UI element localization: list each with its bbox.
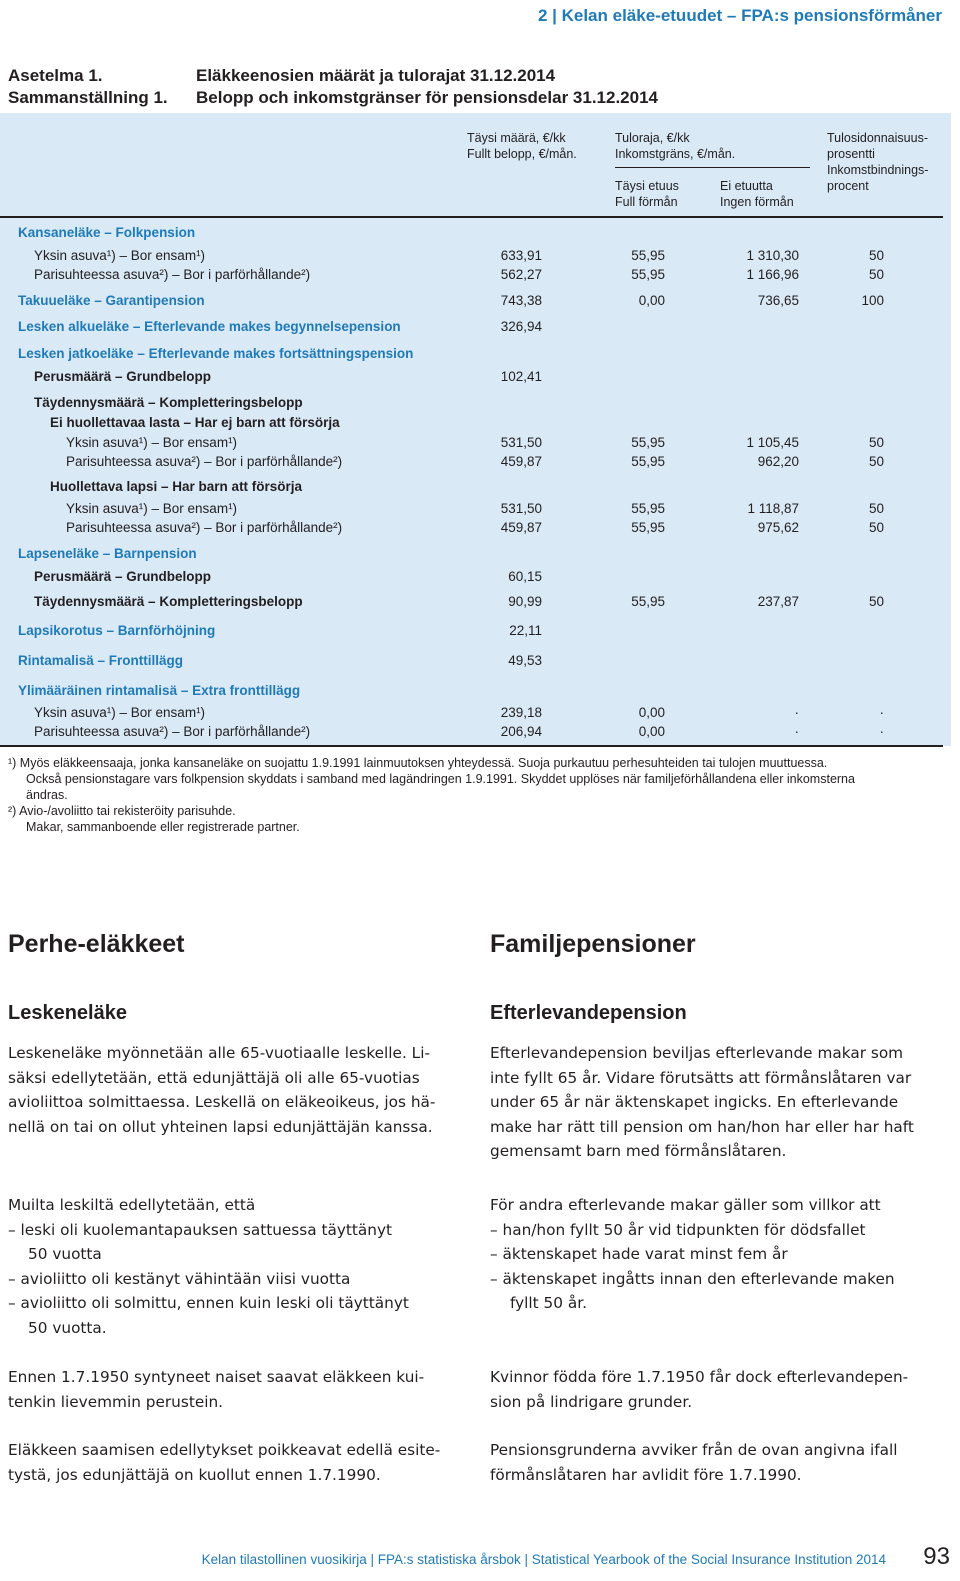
row-label: Täydennysmäärä – Kompletteringsbelopp [34,594,303,609]
cell-percentage: · [879,724,884,739]
cell-no-benefit: 1 166,96 [746,267,799,282]
table-row [0,478,951,496]
cell-full-amount: 562,27 [500,267,542,282]
table-row [0,704,951,722]
cell-percentage: 50 [868,520,884,535]
left-paragraph-3: Ennen 1.7.1950 syntyneet naiset saavat eläkkeen kui- tenkin lievemmin perustein. [8,1368,425,1411]
col-full-benefit: Täysi etuus Full förmån [615,179,679,209]
left-paragraph-4: Eläkkeen saamisen edellytykset poikkeavat edellä esite- tystä, jos edunjättäjä on kuollut ennen 1.7.1990. [8,1441,441,1484]
page-footer: Kelan tilastollinen vuosikirja | FPA:s statistiska årsbok | Statistical Yearbook of the Social Insurance Institution 2014 [201,1552,886,1567]
cell-full-amount: 60,15 [508,569,542,584]
table-row [0,568,951,586]
row-label: Huollettava lapsi – Har barn att försörja [50,479,303,494]
cell-full-benefit: 55,95 [631,594,665,609]
cell-no-benefit: 237,87 [757,594,799,609]
cell-full-amount: 326,94 [500,319,542,334]
table-row [0,345,951,363]
row-label: Ei huollettavaa lasta – Har ej barn att försörja [50,415,340,430]
table-row [0,394,951,412]
cell-full-amount: 459,87 [500,520,542,535]
table-label-fi: Asetelma 1. [8,66,103,85]
row-label: Perusmäärä – Grundbelopp [34,369,212,384]
table-label-sv: Sammanställning 1. [8,88,168,107]
cell-full-benefit: 55,95 [631,520,665,535]
row-label: Parisuhteessa asuva²) – Bor i parförhållande²) [66,454,343,469]
table-row [0,292,951,310]
cell-full-amount: 743,38 [500,293,542,308]
row-label: Parisuhteessa asuva²) – Bor i parförhållande²) [34,267,311,282]
cell-percentage: 50 [868,267,884,282]
cell-full-amount: 49,53 [508,653,542,668]
table-row [0,266,951,284]
row-label: Lesken jatkoeläke – Efterlevande makes fortsättningspension [18,346,414,361]
row-label: Yksin asuva¹) – Bor ensam¹) [34,248,206,263]
cell-percentage: 50 [868,501,884,516]
left-paragraph-1: Leskeneläke myönnetään alle 65-vuotiaalle leskelle. Li- säksi edellytetään, että edunjättäjä oli alle 65-vuotias avioliittoa solmittaessa. Leskellä on eläkeoikeus, jos hä- nellä on tai on ollut yhteinen lapsi edunjättäjän kanssa. [8,1044,436,1136]
left-subheading: Leskeneläke [8,1002,127,1024]
cell-full-amount: 633,91 [500,248,542,263]
table-row [0,434,951,452]
cell-full-amount: 22,11 [509,623,542,638]
table-row [0,500,951,518]
cell-percentage: 50 [868,454,884,469]
table-title-fi: Eläkkeenosien määrät ja tulorajat 31.12.2014 [196,66,556,85]
cell-full-benefit: 55,95 [631,501,665,516]
table-row [0,453,951,471]
right-paragraph-2: För andra efterlevande makar gäller som villkor att – han/hon fyllt 50 år vid tidpunkten för dödsfallet – äktenskapet hade varat minst fem år – äktenskapet ingåtts innan den efterlevande maken fyllt 50 år. [490,1196,895,1312]
row-label: Yksin asuva¹) – Bor ensam¹) [66,501,238,516]
col-percentage: Tulosidonnaisuus- prosentti Inkomstbindnings- procent [827,131,929,193]
right-paragraph-3: Kvinnor födda före 1.7.1950 får dock efterlevandepen- sion på lindrigare grunder. [490,1368,909,1411]
cell-no-benefit: 975,62 [757,520,799,535]
row-label: Kansaneläke – Folkpension [18,225,196,240]
table-row [0,723,951,741]
col-full-amount: Täysi määrä, €/kk Fullt belopp, €/mån. [467,131,577,161]
cell-full-benefit: 55,95 [631,435,665,450]
table-row [0,593,951,611]
footnote-1-sv: Också pensionstagare vars folkpension skyddats i samband med lagändringen 1.9.1991. Skyddet upplöses när familjeförhållandena eller inkomsterna [26,772,855,786]
row-label: Yksin asuva¹) – Bor ensam¹) [66,435,238,450]
cell-full-benefit: 0,00 [638,293,665,308]
table-row [0,318,951,336]
row-label: Parisuhteessa asuva²) – Bor i parförhållande²) [34,724,311,739]
footnote-1: ¹) Myös eläkkeensaaja, jonka kansaneläke on suojattu 1.9.1991 lainmuutoksen yhteydessä. Suoja purkautuu perhesuhteiden tai tulojen muuttuessa. [8,756,828,770]
left-paragraph-2: Muilta leskiltä edellytetään, että – leski oli kuolemantapauksen sattuessa täyttänyt 50 vuotta – avioliitto oli kestänyt vähintään viisi vuotta – avioliitto oli solmittu, ennen kuin leski oli täyttänyt 50 vuotta. [8,1196,409,1337]
cell-percentage: 50 [868,435,884,450]
right-subheading: Efterlevandepension [490,1002,687,1024]
row-label: Lapseneläke – Barnpension [18,546,197,561]
footnote-1-sv-cont: ändras. [26,788,68,802]
row-label: Rintamalisä – Fronttillägg [18,653,184,668]
footnote-2: ²) Avio-/avoliitto tai rekisteröity parisuhde. [8,804,236,818]
right-heading: Familjepensioner [490,930,696,958]
cell-percentage: · [879,705,884,720]
right-paragraph-1: Efterlevandepension beviljas efterlevande makar som inte fyllt 65 år. Vidare förutsätts att förmånslåtaren var under 65 år när äktenskapet ingicks. En efterlevande make har rätt till pension om han/hon har eller har haft gemensamt barn med förmånslåtaren. [490,1044,914,1160]
cell-percentage: 50 [868,248,884,263]
cell-full-benefit: 0,00 [638,705,665,720]
cell-full-amount: 531,50 [500,435,542,450]
table-row [0,247,951,265]
cell-full-amount: 102,41 [500,369,542,384]
table-row [0,224,951,242]
col-income-limit: Tuloraja, €/kk Inkomstgräns, €/mån. [615,131,736,161]
cell-no-benefit: 962,20 [757,454,799,469]
cell-percentage: 50 [868,594,884,609]
table-row [0,545,951,563]
table-row [0,414,951,432]
left-heading: Perhe-eläkkeet [8,930,185,958]
cell-full-benefit: 55,95 [631,267,665,282]
col-no-benefit: Ei etuutta Ingen förmån [720,179,794,209]
cell-full-amount: 459,87 [500,454,542,469]
cell-no-benefit: · [794,724,799,739]
cell-no-benefit: 1 105,45 [746,435,799,450]
row-label: Täydennysmäärä – Kompletteringsbelopp [34,395,303,410]
table-row [0,519,951,537]
row-label: Perusmäärä – Grundbelopp [34,569,212,584]
cell-percentage: 100 [861,293,884,308]
cell-full-amount: 206,94 [500,724,542,739]
cell-full-amount: 239,18 [500,705,542,720]
running-header: 2 | Kelan eläke-etuudet – FPA:s pensionsförmåner [537,6,942,25]
table-title-sv: Belopp och inkomstgränser för pensionsdelar 31.12.2014 [196,88,658,107]
row-label: Parisuhteessa asuva²) – Bor i parförhållande²) [66,520,343,535]
row-label: Lesken alkueläke – Efterlevande makes begynnelsepension [18,319,401,334]
cell-no-benefit: 736,65 [757,293,799,308]
table-row [0,682,951,700]
row-label: Lapsikorotus – Barnförhöjning [18,623,216,638]
row-label: Takuueläke – Garantipension [18,293,205,308]
cell-no-benefit: 1 310,30 [746,248,799,263]
row-label: Ylimääräinen rintamalisä – Extra fronttillägg [18,683,301,698]
cell-no-benefit: · [794,705,799,720]
footnote-2-sv: Makar, sammanboende eller registrerade partner. [26,820,300,834]
cell-no-benefit: 1 118,87 [747,501,799,516]
table-row [0,652,951,670]
cell-full-amount: 90,99 [508,594,542,609]
table-bottom-rule [0,745,943,747]
right-paragraph-4: Pensionsgrunderna avviker från de ovan angivna ifall förmånslåtaren har avlidit före 1.7.1990. [490,1441,898,1484]
header-divider [615,167,810,168]
table-row [0,622,951,640]
cell-full-benefit: 0,00 [638,724,665,739]
cell-full-benefit: 55,95 [631,454,665,469]
header-rule [0,216,943,218]
table-row [0,368,951,386]
page-number: 93 [923,1543,950,1570]
cell-full-benefit: 55,95 [631,248,665,263]
row-label: Yksin asuva¹) – Bor ensam¹) [34,705,206,720]
cell-full-amount: 531,50 [500,501,542,516]
